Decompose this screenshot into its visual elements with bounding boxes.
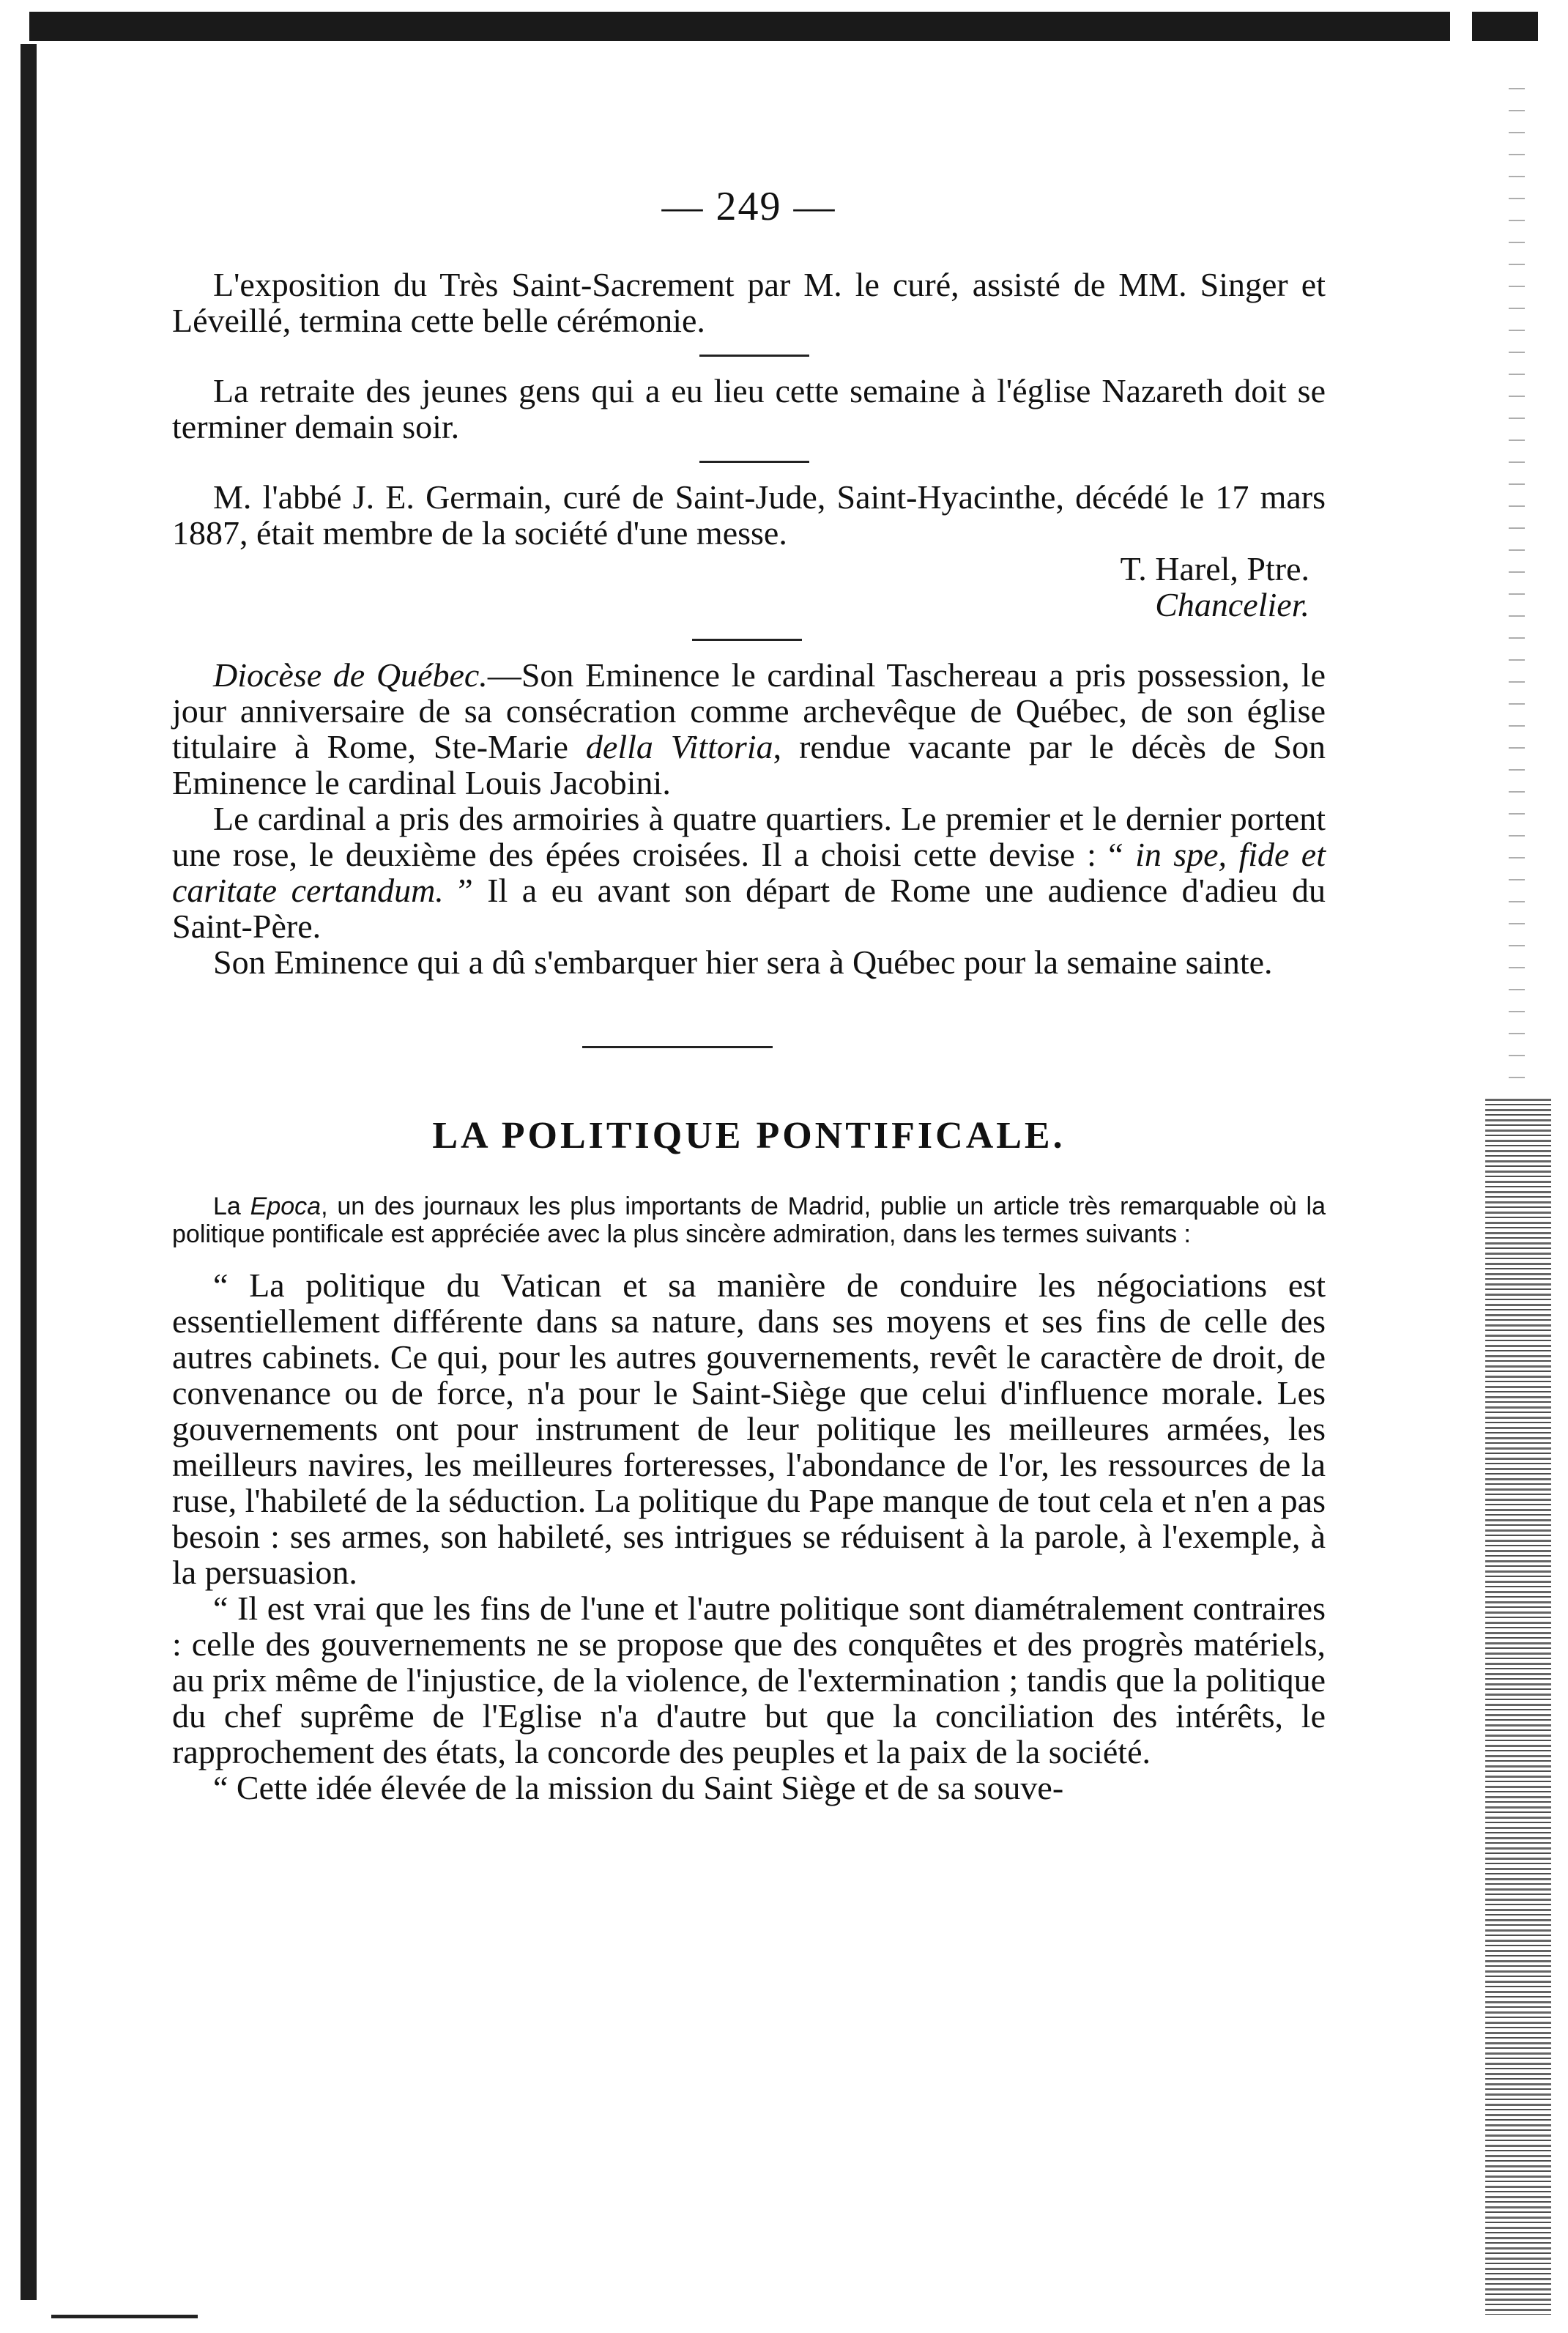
scan-top-border-gap	[1450, 12, 1472, 41]
scan-left-border	[21, 44, 37, 2300]
divider	[699, 461, 809, 463]
intro-paragraph	[172, 1193, 1326, 1248]
quote-paragraph-3: “ Cette idée élevée de la mission du Saint Siège et de sa souve-	[213, 1769, 1064, 1806]
divider	[692, 639, 802, 641]
scan-top-border	[29, 12, 1538, 41]
divider	[699, 355, 809, 357]
diocese-italic: della Vittoria	[585, 728, 773, 765]
signature-name: T. Harel, Ptre.	[1120, 550, 1309, 587]
paragraph-armoiries	[172, 801, 1326, 944]
scan-bottom-mark	[51, 2315, 198, 2318]
diocese-text-b: , rendue vacante par le décès de Son Eminence le cardinal Louis Jacobini.	[172, 728, 1326, 801]
paragraph-embarquer: Son Eminence qui a dû s'embarquer hier sera à Québec pour la semaine sainte.	[213, 943, 1273, 981]
page-content	[172, 183, 1326, 1806]
devise-italic: in spe, fide et caritate certandum.	[172, 836, 1326, 909]
diocese-text-a: —Son Eminence le cardinal Taschereau a pris possession, le jour anniversaire de sa consécration comme archevêque de Québec, de son église titulaire à Rome, Ste-Marie	[172, 656, 1326, 765]
paragraph-germain: M. l'abbé J. E. Germain, curé de Saint-Jude, Saint-Hyacinthe, décédé le 17 mars 1887, était membre de la société d'une messe.	[172, 478, 1326, 552]
quote-paragraph-1: “ La politique du Vatican et sa manière de conduire les négociations est essentiellement différente dans sa nature, dans ses moyens et ses fins de celle des autres cabinets. Ce qui, pour les autres gouvernements, revêt le caractère de droit, de convenance ou de force, n'a pour le Saint-Siège que celui d'influence morale. Les gouvernements ont pour instrument de leur politique les meilleures armées, les meilleurs navires, les meilleures forteresses, l'abondance de l'or, les ressources de la ruse, l'habileté de la séduction. La politique du Pape manque de tout cela et n'en a pas besoin : ses armes, son habileté, ses intrigues se réduisent à la parole, à l'exemple, à la persuasion.	[172, 1266, 1326, 1591]
armoiries-text-b: ” Il a eu avant son départ de Rome une audience d'adieu du Saint-Père.	[172, 872, 1326, 945]
paragraph-diocese	[172, 657, 1326, 801]
section-divider	[582, 1046, 773, 1048]
section-heading: LA POLITIQUE PONTIFICALE.	[432, 1115, 1066, 1157]
scan-right-edge-speckle	[1509, 88, 1525, 1099]
paragraph-exposition: L'exposition du Très Saint-Sacrement par M. le curé, assisté de MM. Singer et Léveillé, termina cette belle cérémonie.	[172, 266, 1326, 339]
intro-text-b: , un des journaux les plus importants de Madrid, publie un article très remarquable où la politique pontificale est appréciée avec la plus sincère admiration, dans les termes suivants :	[172, 1193, 1326, 1248]
quote-paragraph-2: “ Il est vrai que les fins de l'une et l'autre politique sont diamétralement contraires : celle des gouvernements ne se propose que des conquêtes et des progrès matériels, au prix même de l'injustice, de la violence, de l'extermination ; tandis que la politique du chef suprême de l'Eglise n'a d'autre but que la conciliation des intérêts, le rapprochement des états, la concorde des peuples et la paix de la société.	[172, 1590, 1326, 1770]
armoiries-text-a: Le cardinal a pris des armoiries à quatre quartiers. Le premier et le dernier portent une rose, le deuxième des épées croisées. Il a choisi cette devise : “	[172, 800, 1326, 873]
intro-text-a: La	[213, 1193, 250, 1220]
page-number: — 249 —	[661, 184, 836, 229]
diocese-lead: Diocèse de Québec.	[213, 656, 488, 694]
scan-right-edge-noise	[1485, 1099, 1551, 2315]
intro-italic: Epoca	[250, 1193, 322, 1220]
signature-title: Chancelier.	[1155, 586, 1309, 623]
paragraph-retraite: La retraite des jeunes gens qui a eu lieu cette semaine à l'église Nazareth doit se terminer demain soir.	[172, 372, 1326, 445]
